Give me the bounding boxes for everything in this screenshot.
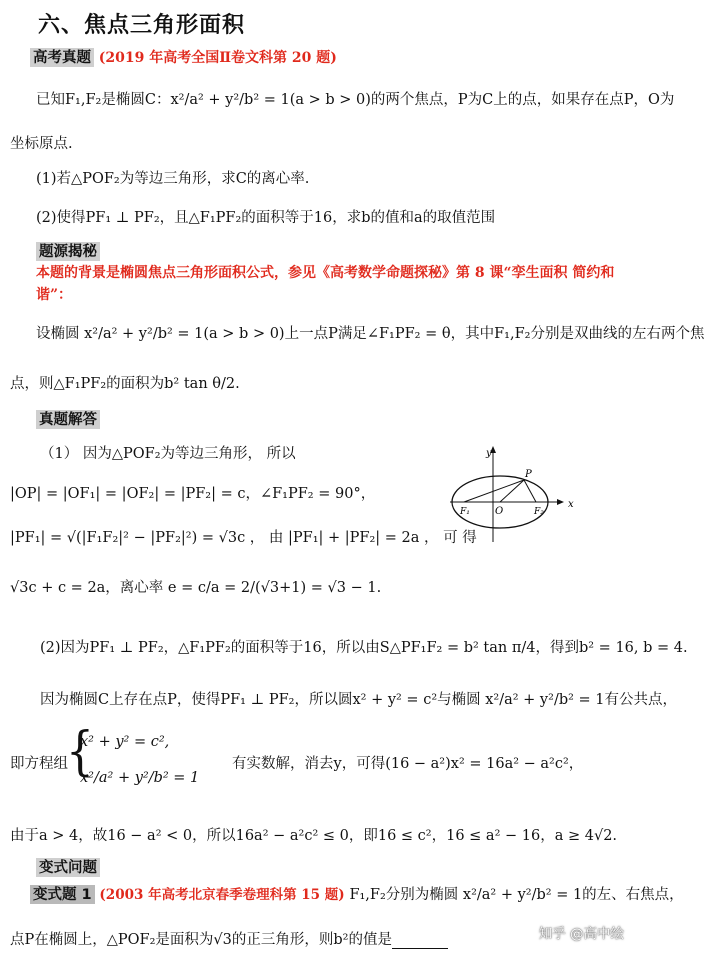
variant-1-line-1 xyxy=(30,883,684,904)
tag-variant-problems xyxy=(36,856,100,877)
exam-source: (2019 年高考全国Ⅱ卷文科第 20 题) xyxy=(98,50,337,66)
background-note-line-2: 谐”： xyxy=(36,287,73,303)
tag-solution xyxy=(36,408,100,429)
problem-line-2: 坐标原点. xyxy=(10,136,73,152)
label-f1: F₁ xyxy=(460,507,470,517)
x-axis-arrow xyxy=(557,499,564,505)
label-y: y xyxy=(486,448,492,459)
solution-line-4: √3c + c = 2a，离心率 e = c/a = 2/(√3+1) = √3 − 1. xyxy=(10,580,382,596)
tag-label: 真题解答 xyxy=(36,410,100,429)
watermark: 知乎 @高中绘 xyxy=(538,926,624,942)
solution-line-7-lead: 即方程组 xyxy=(10,756,68,772)
label-x: x xyxy=(568,499,574,510)
system-equation-1: x² + y² = c², xyxy=(80,734,170,750)
tag-label: 题源揭秘 xyxy=(36,242,100,261)
variant-1-line-2-text: 点P在椭圆上，△POF₂是面积为√3的正三角形，则b²的值是 xyxy=(10,932,392,948)
question-2: (2)使得PF₁ ⊥ PF₂，且△F₁PF₂的面积等于16，求b的值和a的取值范围 xyxy=(36,210,496,226)
solution-line-7-tail: 有实数解，消去y，可得(16 − a²)x² = 16a² − a²c²， xyxy=(232,756,584,772)
segment-po xyxy=(500,480,524,502)
question-1: (1)若△POF₂为等边三角形，求C的离心率. xyxy=(36,171,310,187)
tag-label: 高考真题 xyxy=(30,48,94,67)
variant-1-line-2 xyxy=(10,928,448,949)
background-note-line-1: 本题的背景是椭圆焦点三角形面积公式，参见《高考数学命题探秘》第 8 课“孪生面积 简约和 xyxy=(36,265,615,281)
segment-pf1 xyxy=(464,480,524,502)
label-p: P xyxy=(525,469,532,480)
solution-line-1: （1） 因为△POF₂为等边三角形， 所以 xyxy=(40,446,296,462)
section-title: 六、焦点三角形面积 xyxy=(38,13,246,38)
system-equation-2: x²/a² + y²/b² = 1 xyxy=(80,770,200,786)
tag-source-reveal xyxy=(36,240,100,261)
tag-exam-question xyxy=(30,46,337,67)
variant-1-text: F₁,F₂分别为椭圆 x²/a² + y²/b² = 1的左、右焦点， xyxy=(349,887,684,903)
ellipse-figure xyxy=(448,444,628,544)
problem-line-1: 已知F₁,F₂是椭圆C：x²/a² + y²/b² = 1(a > b > 0)的两个焦点，P为C上的点，如果存在点P，O为 xyxy=(36,92,675,108)
solution-line-6: 因为椭圆C上存在点P，使得PF₁ ⊥ PF₂，所以圆x² + y² = c²与椭圆 x²/a² + y²/b² = 1有公共点， xyxy=(40,692,678,708)
solution-line-5: (2)因为PF₁ ⊥ PF₂，△F₁PF₂的面积等于16，所以由S△PF₁F₂ = b² tan π/4，得到b² = 16, b = 4. xyxy=(40,640,688,656)
label-o: O xyxy=(495,506,504,517)
solution-line-2: |OP| = |OF₁| = |OF₂| = |PF₂| = c，∠F₁PF₂ = 90°， xyxy=(10,486,376,502)
formula-line-2: 点，则△F₁PF₂的面积为b² tan θ/2. xyxy=(10,376,240,392)
tag-label: 变式问题 xyxy=(36,858,100,877)
label-f2: F₂ xyxy=(534,507,544,517)
solution-line-8: 由于a > 4，故16 − a² < 0，所以16a² − a²c² ≤ 0，即16 ≤ c²，16 ≤ a² − 16，a ≥ 4√2. xyxy=(10,828,618,844)
formula-line-1: 设椭圆 x²/a² + y²/b² = 1(a > b > 0)上一点P满足∠F₁PF₂ = θ，其中F₁,F₂分别是双曲线的左右两个焦 xyxy=(36,326,704,342)
brace-symbol: { xyxy=(66,720,94,782)
variant-tag: 变式题 1 xyxy=(30,885,95,904)
variant-source: (2003 年高考北京春季卷理科第 15 题) xyxy=(99,887,345,903)
solution-line-3: |PF₁| = √(|F₁F₂|² − |PF₂|²) = √3c ， 由 |PF₁| + |PF₂| = 2a ， 可 得 xyxy=(10,530,477,546)
answer-blank xyxy=(392,934,448,949)
